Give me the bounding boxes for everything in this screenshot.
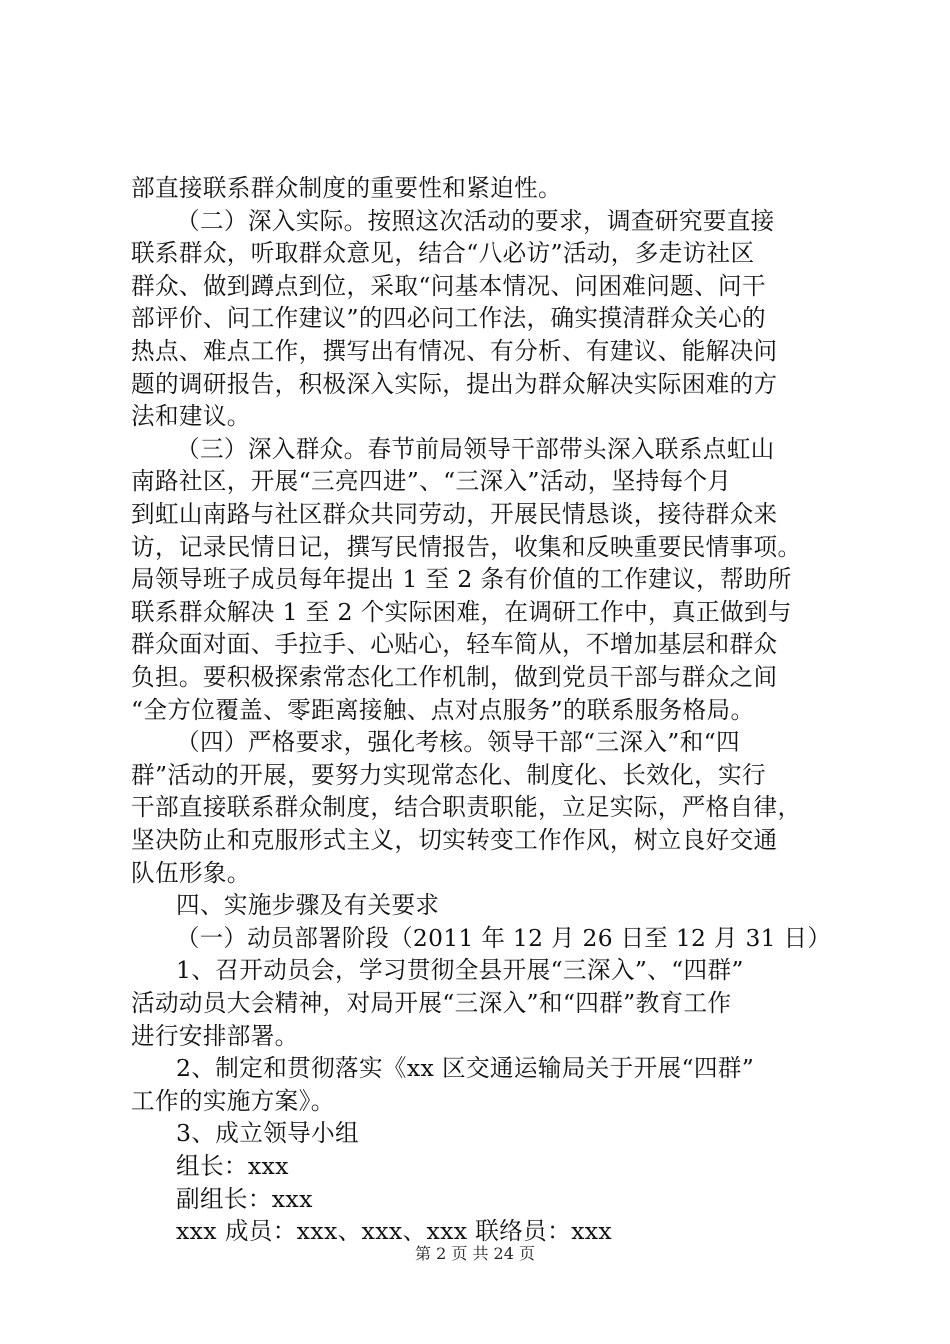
text-line: 队伍形象。 <box>131 858 251 887</box>
text-line: （三）深入群众。春节前局领导干部带头深入联系点虹山 <box>176 434 775 463</box>
text-line: （二）深入实际。按照这次活动的要求，调查研究要直接 <box>176 206 775 235</box>
text-line: 热点、难点工作，撰写出有情况、有分析、有建议、能解决问 <box>131 337 778 365</box>
text-line: 到虹山南路与社区群众共同劳动，开展民情恳谈，接待群众来 <box>131 500 778 528</box>
text-line: 负担。要积极探索常态化工作机制，做到党员干部与群众之间 <box>131 663 778 691</box>
text-line: 群”活动的开展，要努力实现常态化、制度化、长效化，实行 <box>131 760 766 789</box>
text-line: 工作的实施方案》。 <box>131 1086 335 1115</box>
page-number-footer: 第 2 页 共 24 页 <box>415 1244 535 1263</box>
text-line: 局领导班子成员每年提出 1 至 2 条有价值的工作建议，帮助所 <box>131 565 792 594</box>
text-line: 干部直接联系群众制度，结合职责职能，立足实际，严格自律， <box>131 793 802 822</box>
text-line: 2、制定和贯彻落实《xx 区交通运输局关于开展“四群” <box>176 1054 755 1083</box>
text-line: 联系群众，听取群众意见，结合“八必访”活动，多走访社区 <box>131 239 755 268</box>
text-line: 组长：xxx <box>176 1152 289 1180</box>
text-line: （四）严格要求，强化考核。领导干部“三深入”和“四 <box>176 728 740 757</box>
text-line: 部直接联系群众制度的重要性和紧迫性。 <box>131 174 562 202</box>
subsection-heading: （一）动员部署阶段（2011 年 12 月 26 日至 12 月 31 日） <box>176 923 832 952</box>
text-line: 访，记录民情日记，撰写民情报告，收集和反映重要民情事项。 <box>131 532 802 561</box>
text-line: 部评价、问工作建议”的四必问工作法，确实摸清群众关心的 <box>131 304 766 333</box>
text-line: 坚决防止和克服形式主义，切实转变工作作风，树立良好交通 <box>131 826 778 854</box>
text-line: 群众、做到蹲点到位，采取“问基本情况、问困难问题、问干 <box>131 271 766 300</box>
text-line: xxx 成员：xxx、xxx、xxx 联络员：xxx <box>176 1217 613 1246</box>
section-heading: 四、实施步骤及有关要求 <box>176 891 440 920</box>
text-line: 活动动员大会精神，对局开展“三深入”和“四群”教育工作 <box>131 989 732 1017</box>
text-line: 题的调研报告，积极深入实际，提出为群众解决实际困难的方 <box>131 369 778 398</box>
text-line: 法和建议。 <box>131 402 251 431</box>
text-line: 南路社区，开展“三亮四进”、“三深入”活动，坚持每个月 <box>131 467 732 496</box>
text-line: 联系群众解决 1 至 2 个实际困难，在调研工作中，真正做到与 <box>131 597 792 626</box>
text-line: 副组长：xxx <box>176 1184 313 1213</box>
text-line: 进行安排部署。 <box>131 1021 299 1050</box>
text-line: “全方位覆盖、零距离接触、点对点服务”的联系服务格局。 <box>131 695 755 724</box>
text-line: 3、成立领导小组 <box>176 1119 359 1148</box>
text-line: 1、召开动员会，学习贯彻全县开展“三深入”、“四群” <box>176 956 744 985</box>
text-line: 群众面对面、手拉手、心贴心，轻车简从，不增加基层和群众 <box>131 630 778 659</box>
